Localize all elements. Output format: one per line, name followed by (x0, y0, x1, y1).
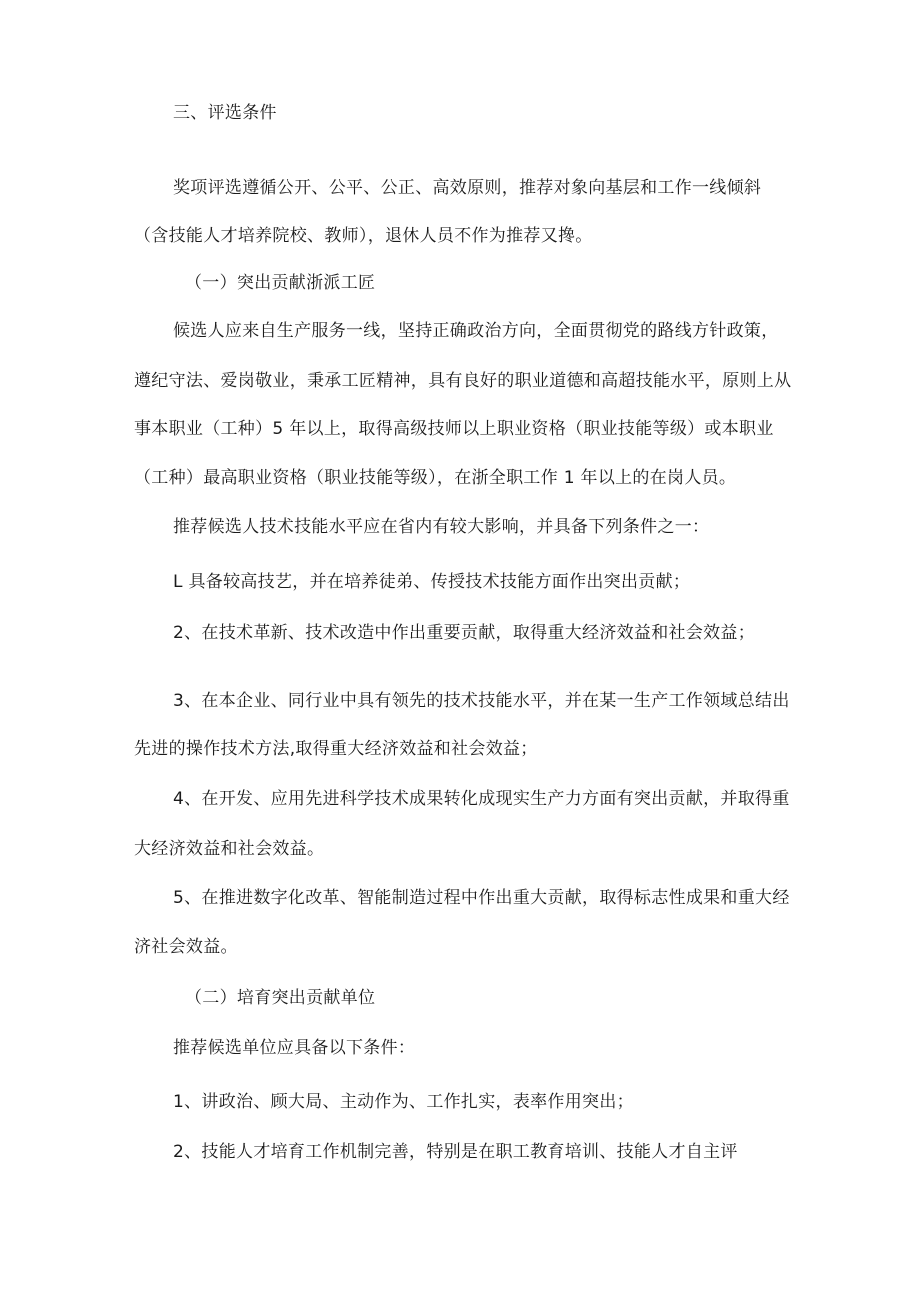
paragraph-line: 事本职业（工种）5 年以上，取得高级技师以上职业资格（职业技能等级）或本职业 (134, 419, 774, 439)
paragraph-line: （工种）最高职业资格（职业技能等级），在浙全职工作 1 年以上的在岗人员。 (134, 468, 737, 488)
list-item: 5、在推进数字化改革、智能制造过程中作出重大贡献，取得标志性成果和重大经 (173, 888, 790, 908)
paragraph-line: 推荐候选人技术技能水平应在省内有较大影响，并具备下列条件之一： (173, 517, 710, 537)
paragraph-line: 遵纪守法、爱岗敬业，秉承工匠精神，具有良好的职业道德和高超技能水平，原则上从 (134, 371, 792, 391)
subsection-title: （一）突出贡献浙派工匠 (185, 273, 376, 293)
paragraph-line: （含技能人才培养院校、教师），退休人员不作为推荐又搀。 (134, 226, 593, 246)
list-item: L 具备较高技艺，并在培养徒弟、传授技术技能方面作出突出贡献； (173, 572, 691, 592)
list-item: 1、讲政治、顾大局、主动作为、工作扎实，表率作用突出； (173, 1092, 634, 1112)
list-item: 2、技能人才培育工作机制完善，特别是在职工教育培训、技能人才自主评 (173, 1142, 738, 1162)
list-item: 4、在开发、应用先进科学技术成果转化成现实生产力方面有突出贡献，并取得重 (173, 789, 790, 809)
list-item: 2、在技术革新、技术改造中作出重要贡献，取得重大经济效益和社会效益； (173, 623, 756, 643)
list-item: 3、在本企业、同行业中具有领先的技术技能水平，并在某一生产工作领域总结出 (173, 691, 790, 711)
list-item-continued: 济社会效益。 (134, 937, 238, 957)
list-item-continued: 大经济效益和社会效益。 (134, 839, 325, 859)
section-heading: 三、评选条件 (173, 103, 277, 123)
subsection-title: （二）培育突出贡献单位 (185, 988, 376, 1008)
paragraph-line: 候选人应来自生产服务一线，坚持正确政治方向，全面贯彻党的路线方针政策， (173, 321, 779, 341)
paragraph-line: 奖项评选遵循公开、公平、公正、高效原则，推荐对象向基层和工作一线倾斜 (173, 178, 762, 198)
list-item-continued: 先进的操作技术方法,取得重大经济效益和社会效益； (134, 739, 538, 759)
paragraph-line: 推荐候选单位应具备以下条件： (173, 1038, 416, 1058)
